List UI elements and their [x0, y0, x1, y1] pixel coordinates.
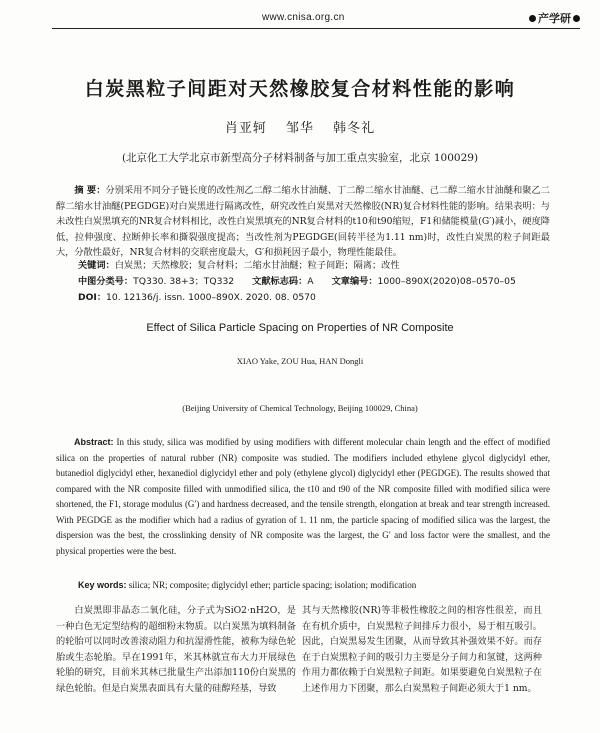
english-authors: XIAO Yake, ZOU Hua, HAN Dongli — [236, 356, 364, 366]
article-value: 1000–890X(2020)08–0570–05 — [377, 276, 516, 287]
article-number — [332, 273, 516, 287]
header-url: www.cnisa.org.cn — [262, 12, 345, 23]
author-name: 邹华 — [285, 121, 314, 136]
abstract-chinese — [56, 183, 550, 261]
keywords-text: 白炭黑；天然橡胶；复合材料；二缩水甘油醚；粒子间距；隔离；改性 — [114, 260, 400, 271]
doc-label: 文献标志码： — [252, 276, 308, 287]
doc-value: A — [307, 276, 314, 287]
doi-line — [78, 289, 548, 303]
document-code — [252, 273, 313, 287]
clc-value: TQ330. 38+3；TQ332 — [133, 276, 235, 287]
bullet-dot-icon — [529, 15, 536, 22]
doi-value: 10. 12136/j. issn. 1000–890X. 2020. 08. 0570 — [106, 292, 316, 303]
body-column-left: 白炭黑即非晶态二氧化硅，分子式为SiO2·nH2O，是一种白色无定型结构的超细粉末物质。以白炭黑为填料制备的轮胎可以同时改善滚动阻力和抗湿滑性能，被称为绿色轮胎或生态轮胎。早在1991年，米其林就宣布大力开展绿色轮胎的研究，目前米其林已批量生产出添加110份白炭黑的绿色轮胎。但是白炭黑表面具有大量的硅醇羟基，导致 — [56, 605, 296, 694]
clc-label: 中图分类号： — [78, 276, 134, 287]
article-label: 文章编号： — [331, 276, 378, 287]
classification-line — [78, 273, 548, 287]
abstract-label: 摘 要： — [74, 185, 106, 196]
author-name: 肖亚轲 — [224, 121, 267, 136]
english-title: Effect of Silica Particle Spacing on Properties of NR Composite — [146, 322, 454, 334]
keywords-chinese — [78, 257, 548, 271]
doi-label: DOI： — [78, 292, 107, 303]
header-section-label: 产学研 — [538, 13, 571, 25]
abstract-text: 分别采用不同分子链长度的改性剂乙二醇二缩水甘油醚、丁二醇二缩水甘油醚、己二醇二缩水甘油醚和聚乙二醇二缩水甘油醚(PEGDGE)对白炭黑进行隔离改性，研究改性白炭黑对天然橡胶(NR)复合材料性能的影响。结果表明：与未改性白炭黑填充的NR复合材料相比，改性白炭黑填充的NR复合材料的t10和t90缩短，F1和储能模量(G′)减小，硬度降低，拉伸强度、拉断伸长率和撕裂强度提高；当改性剂为PEGDGE(回转半径为1.11 nm)时，改性白炭黑的粒子间距最大，分散性最好，NR复合材料的交联密度最大，G′和损耗因子最小，物理性能最佳。 — [56, 185, 550, 258]
body-column-right: 其与天然橡胶(NR)等非极性橡胶之间的相容性很差，而且在有机介质中，白炭黑粒子间排斥力很小，易于相互吸引。因此，白炭黑易发生团聚，从而导致其补强效果不好。而存在于白炭黑粒子间的吸引力主要是分子间力和氢键，这两种作用力都依赖于白炭黑粒子间距。如果要避免白炭黑粒子在上述作用力下团聚，那么白炭黑粒子间距必须大于1 nm。 — [302, 605, 542, 694]
affiliation: (北京化工大学北京市新型高分子材料制备与加工重点实验室，北京 100029) — [121, 152, 479, 164]
header-rule — [52, 28, 580, 29]
english-keywords-text: silica; NR; composite; diglycidyl ether; particle spacing; isolation; modification — [128, 580, 417, 590]
header-section — [529, 10, 580, 26]
author-name: 韩冬礼 — [333, 121, 376, 136]
english-keywords-label: Key words: — [78, 580, 127, 590]
paper-title: 白炭黑粒子间距对天然橡胶复合材料性能的影响 — [84, 78, 516, 100]
english-abstract-label: Abstract: — [74, 437, 114, 447]
clc-number — [78, 273, 234, 287]
keywords-english — [78, 580, 548, 590]
english-affiliation: (Beijing University of Chemical Technology, Beijing 100029, China) — [182, 403, 418, 413]
bullet-dot-icon — [573, 15, 580, 22]
author-list — [0, 117, 600, 136]
abstract-english — [56, 435, 550, 559]
english-abstract-text: In this study, silica was modified by using modifiers with different molecular chain length and the effect of modified silica on the properties of natural rubber (NR) composite was studied. The modifiers included ethylene glycol diglycidyl ether, butanediol diglycidyl ether, hexanediol diglycidyl ether and poly (ethylene glycol) diglycidyl ether (PEGDGE). The results showed that compared with the NR composite filled with unmodified silica, the t10 and t90 of the NR composite filled with modified silica were shortened, the F1, storage modulus (G′) and hardness decreased, and the tensile strength, elongation at break and tear strength increased. With PEGDGE as the modifier which had a radius of gyration of 1. 11 nm, the particle spacing of modified silica was the largest, the dispersion was the best, the crosslinking density of NR composite was the largest, the G′ and loss factor were the smallest, and the physical properties were the best. — [56, 437, 550, 556]
keywords-label: 关键词： — [78, 260, 115, 271]
